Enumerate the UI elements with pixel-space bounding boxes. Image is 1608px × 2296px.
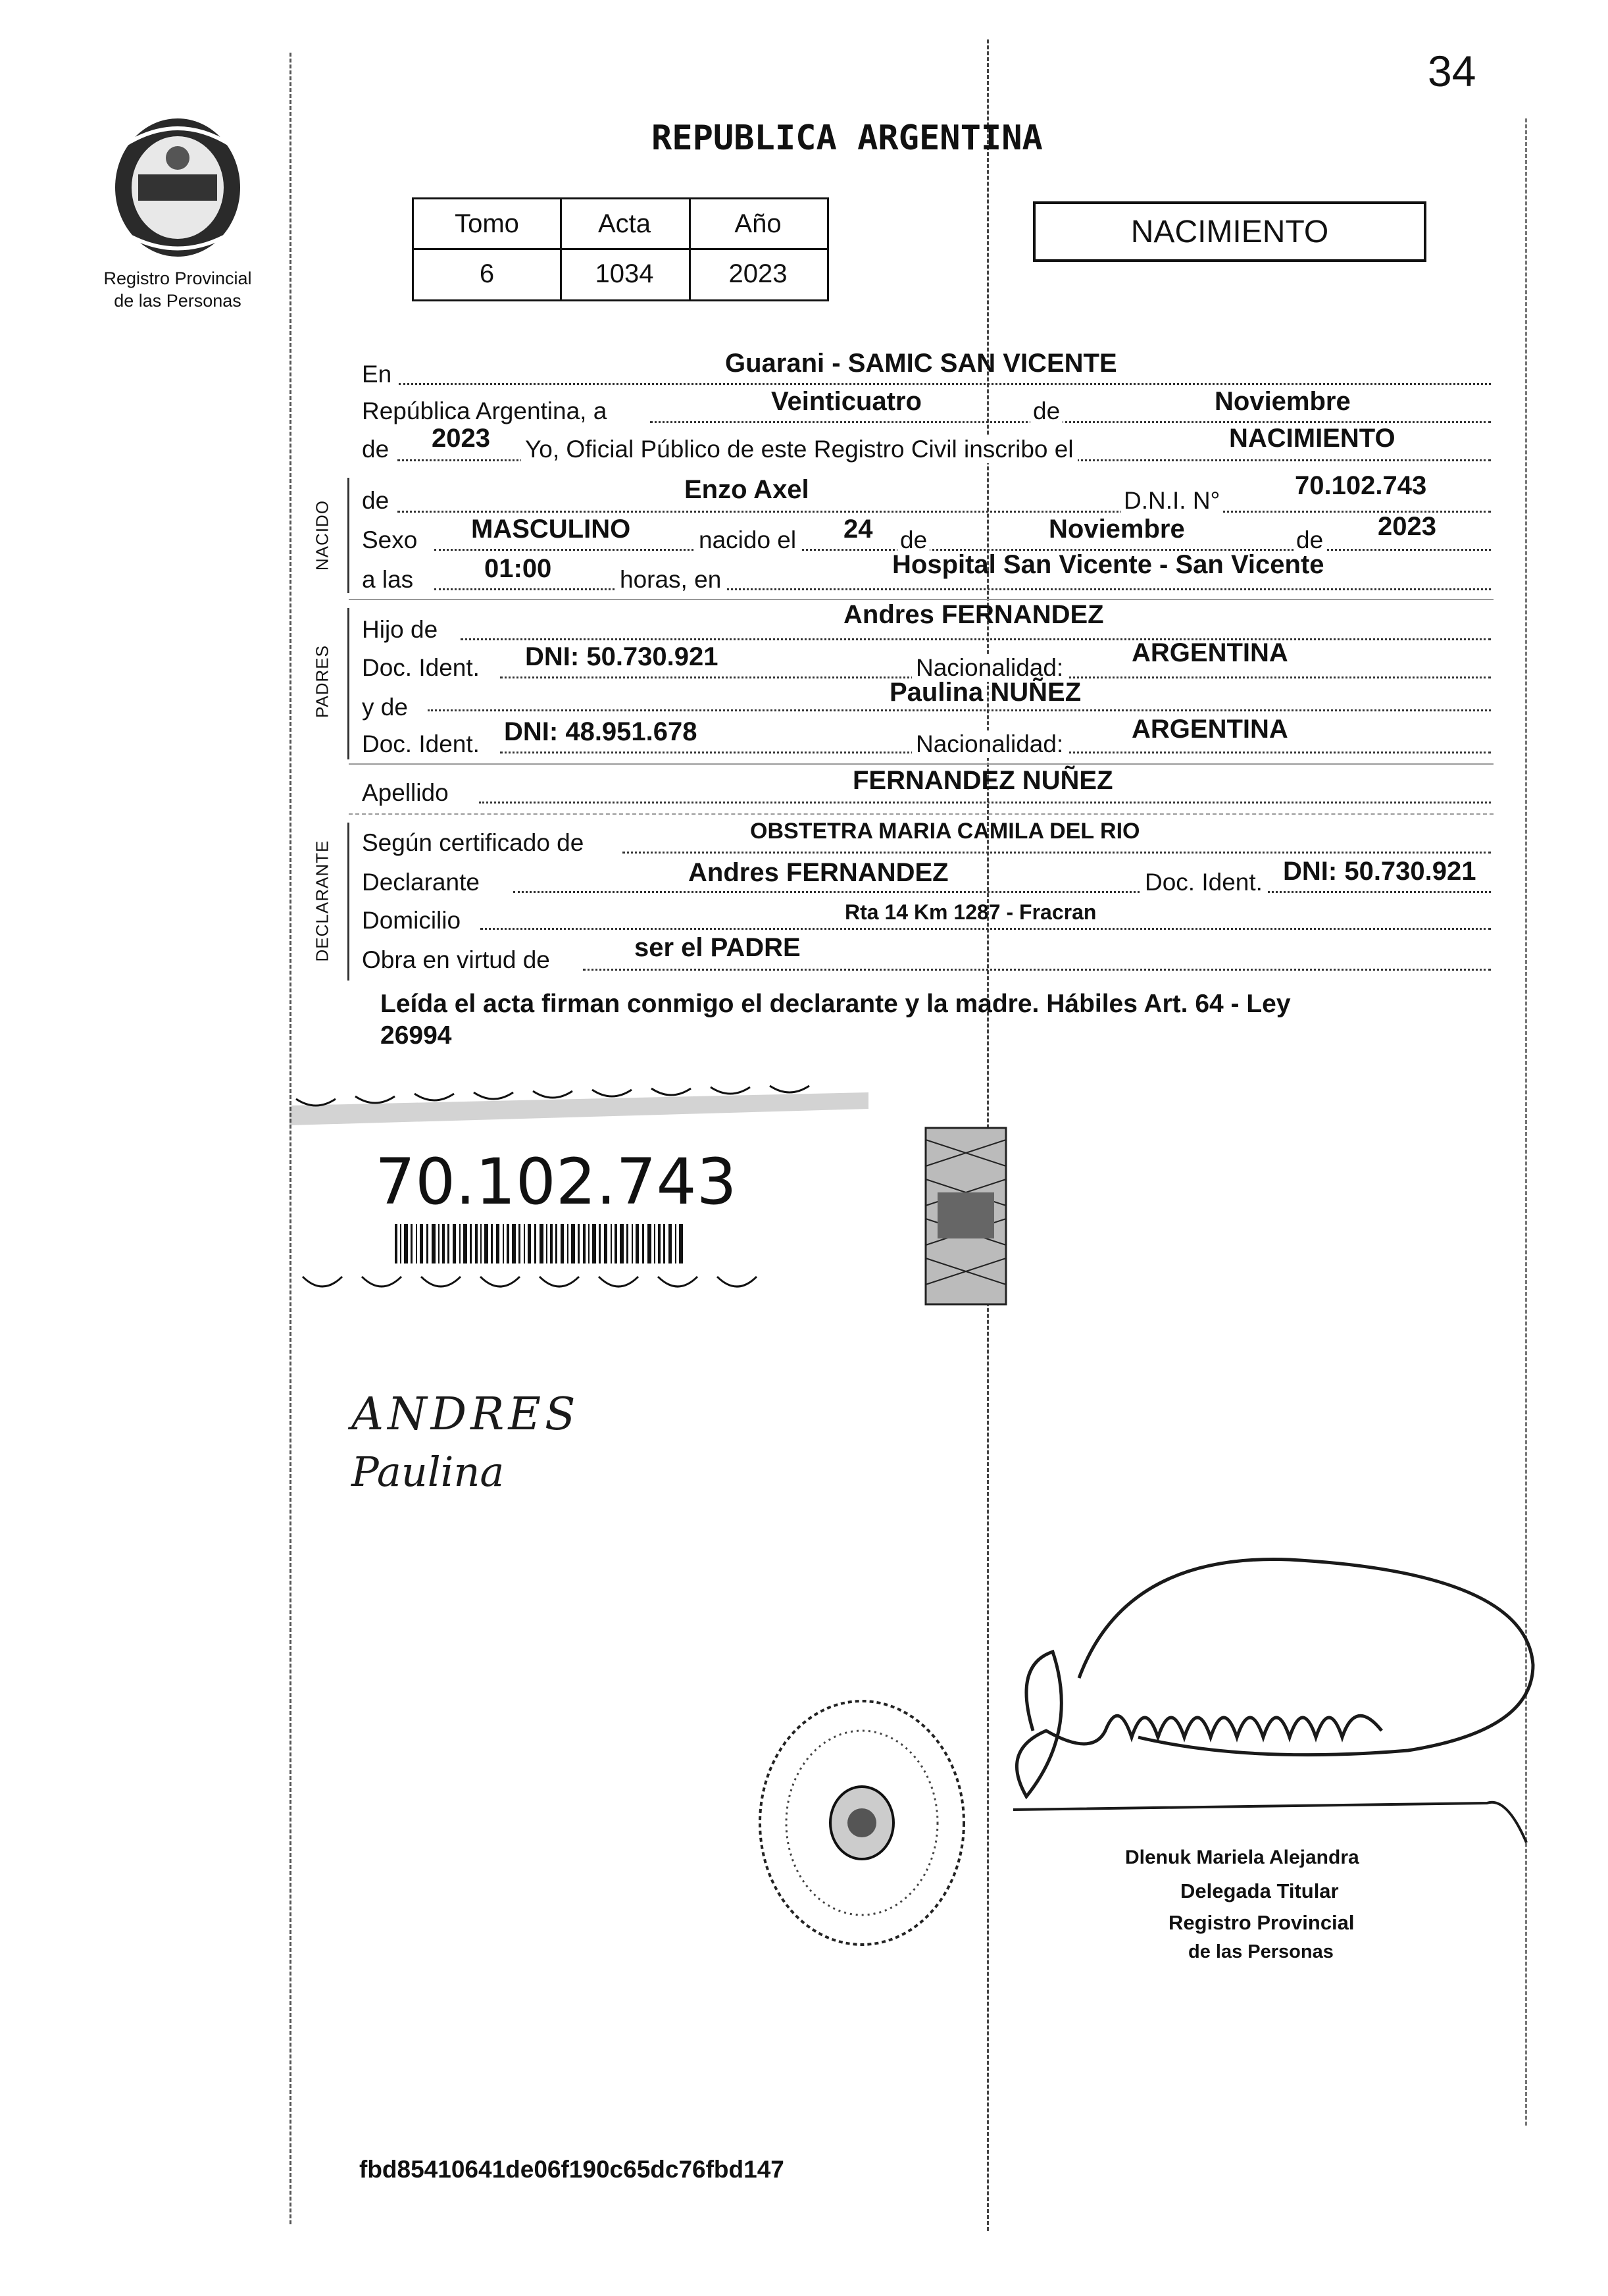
padre-doc: DNI: 50.730.921: [525, 642, 718, 671]
acta-table: [412, 197, 829, 301]
apellido-label: Apellido: [362, 779, 449, 806]
record-type: NACIMIENTO: [1130, 214, 1329, 249]
page-number: 34: [1428, 47, 1476, 95]
nacido-dia: 24: [843, 515, 873, 544]
signer-name: Dlenuk Mariela Alejandra: [1125, 1847, 1359, 1868]
declarante-section-label: DECLARANTE: [312, 840, 332, 962]
signer-org-1: Registro Provincial: [1168, 1911, 1355, 1934]
domicilio-label: Domicilio: [362, 907, 461, 934]
barcode-number: 70.102.743: [375, 1145, 737, 1219]
padre-nombre: Andres FERNANDEZ: [843, 600, 1104, 629]
padres-bar: [347, 608, 349, 759]
anio-header: Año: [734, 209, 782, 238]
record-type-box: [1033, 201, 1426, 262]
anio-value: 2023: [728, 259, 788, 288]
republica-label: República Argentina, a: [362, 397, 607, 424]
padre-nacionalidad: ARGENTINA: [1132, 638, 1288, 667]
handwritten-name-2: Paulina: [351, 1448, 505, 1496]
registry-name-line1: Registro Provincial: [103, 268, 252, 288]
obra-value: ser el PADRE: [634, 933, 801, 962]
madre-nombre: Paulina NUÑEZ: [890, 678, 1082, 707]
lugar-nacimiento: Hospital San Vicente - San Vicente: [892, 550, 1324, 579]
signer-org-2: de las Personas: [1188, 1941, 1334, 1960]
nacido-el-label: nacido el: [695, 526, 800, 554]
acta-header: Acta: [597, 209, 651, 238]
handwritten-name-1: ANDRES: [351, 1389, 580, 1441]
declarante-nombre: Andres FERNANDEZ: [688, 858, 949, 887]
madre-nac-label: Nacionalidad:: [912, 730, 1067, 758]
signature: [974, 1533, 1553, 1875]
province-logo: [105, 112, 250, 263]
hora-value: 01:00: [484, 554, 552, 583]
madre-doc-label: Doc. Ident.: [362, 730, 480, 757]
sexo-value: MASCULINO: [471, 515, 631, 544]
fecha-anio: 2023: [432, 424, 490, 453]
registry-name-line2: de las Personas: [114, 291, 241, 311]
nacido-mes: Noviembre: [1049, 515, 1185, 544]
tipo-inscripcion: NACIMIENTO: [1229, 424, 1395, 453]
nacido-de-label-3: de: [1294, 526, 1326, 554]
yo-label: Yo, Oficial Público de este Registro Civil inscribo el: [521, 436, 1078, 463]
acta-value: 1034: [595, 259, 654, 288]
nacido-nombre: Enzo Axel: [684, 475, 809, 504]
horas-en-label: horas, en: [616, 566, 725, 594]
nacido-dni-label: D.N.I. N°: [1121, 487, 1222, 515]
nacido-de-label-2: de: [897, 526, 930, 554]
nacido-dni: 70.102.743: [1295, 471, 1427, 500]
document-hash: fbd85410641de06f190c65dc76fbd147: [359, 2156, 784, 2183]
padre-doc-label: Doc. Ident.: [362, 654, 480, 681]
leida-text-line2: 26994: [380, 1021, 452, 1050]
nacido-anio: 2023: [1378, 512, 1436, 541]
declarante-doc: DNI: 50.730.921: [1283, 857, 1476, 886]
fecha-dia: Veinticuatro: [771, 387, 922, 416]
nacido-section-label: NACIDO: [312, 499, 332, 571]
document-title: REPUBLICA ARGENTINA: [651, 118, 1043, 158]
leida-text-line1: Leída el acta firman conmigo el declarante y la madre. Hábiles Art. 64 - Ley: [380, 990, 1291, 1018]
certificado-label: Según certificado de: [362, 829, 584, 856]
declarante-bar: [347, 823, 349, 981]
official-seal: [750, 1691, 974, 1954]
domicilio-value: Rta 14 Km 1287 - Fracran: [845, 900, 1097, 924]
padres-section-label: PADRES: [312, 645, 332, 718]
declarante-label: Declarante: [362, 869, 480, 896]
nacido-de-label: de: [362, 487, 389, 514]
tomo-header: Tomo: [455, 209, 519, 238]
madre-nacionalidad: ARGENTINA: [1132, 715, 1288, 744]
a-las-label: a las: [362, 566, 414, 593]
tomo-value: 6: [479, 259, 495, 288]
certificado-value: OBSTETRA MARIA CAMILA DEL RIO: [750, 819, 1140, 844]
sexo-label: Sexo: [362, 526, 418, 553]
de2-label: de: [362, 436, 389, 463]
apellido-value: FERNANDEZ NUÑEZ: [853, 766, 1113, 795]
en-value: Guarani - SAMIC SAN VICENTE: [725, 349, 1117, 378]
security-mark: [924, 1127, 1007, 1306]
en-label: En: [362, 361, 392, 388]
fecha-mes: Noviembre: [1215, 387, 1351, 416]
nacido-bar: [347, 478, 349, 593]
declarante-doc-label: Doc. Ident.: [1141, 869, 1267, 896]
fecha-de-label: de: [1030, 397, 1063, 425]
obra-label: Obra en virtud de: [362, 946, 550, 973]
signer-role: Delegada Titular: [1180, 1879, 1339, 1902]
y-de-label: y de: [362, 694, 408, 721]
madre-doc: DNI: 48.951.678: [504, 717, 697, 746]
hijo-de-label: Hijo de: [362, 616, 438, 643]
padre-nac-label: Nacionalidad:: [912, 654, 1067, 682]
